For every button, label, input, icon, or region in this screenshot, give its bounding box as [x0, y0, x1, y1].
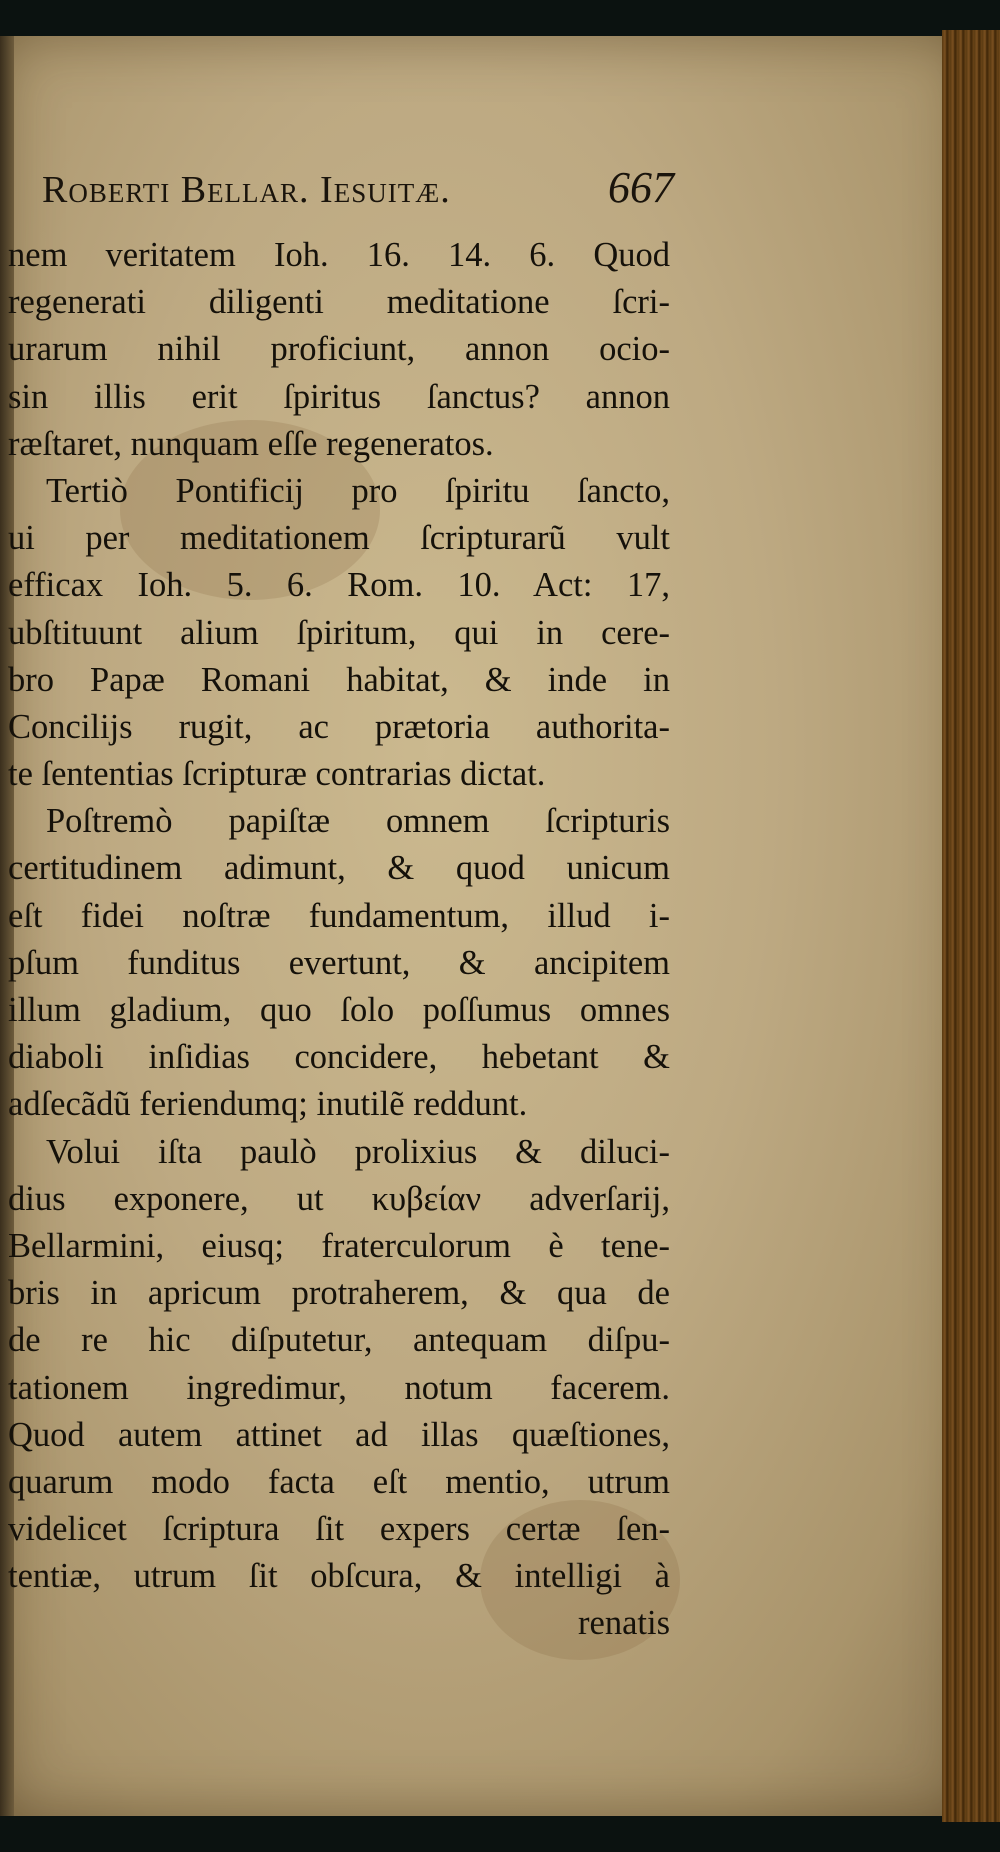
text-line: Quod autem attinet ad illas quæſtiones, — [8, 1415, 670, 1454]
text-line: bris in apricum protraherem, & qua de — [8, 1274, 670, 1313]
text-line: urarum nihil proficiunt, annon ocio- — [8, 330, 670, 369]
text-line: eſt fidei noſtræ fundamentum, illud i- — [8, 896, 670, 935]
text-line: Concilijs rugit, ac prætoria authorita- — [8, 707, 670, 746]
running-head-title: Roberti Bellar. Iesuitæ. — [42, 169, 451, 211]
text-line: pſum funditus evertunt, & ancipitem — [8, 943, 670, 982]
text-line: regenerati diligenti meditatione ſcri- — [8, 283, 670, 322]
text-line: ui per meditationem ſcripturarũ vult — [8, 519, 670, 558]
text-line: videlicet ſcriptura ſit expers certæ ſen- — [8, 1510, 670, 1549]
page-number: 667 — [608, 163, 674, 212]
text-line: tationem ingredimur, notum facerem. — [8, 1368, 670, 1407]
text-line: quarum modo facta eſt mentio, utrum — [8, 1462, 670, 1501]
text-line: illum gladium, quo ſolo poſſumus omnes — [8, 991, 670, 1029]
text-line: Tertiò Pontificij pro ſpiritu ſancto, — [46, 471, 670, 510]
body-text — [8, 232, 670, 1648]
text-line: Bellarmini, eiusq; fraterculorum è tene- — [8, 1226, 670, 1265]
running-header — [42, 162, 674, 222]
text-line: certitudinem adimunt, & quod unicum — [8, 849, 670, 888]
page-block-edge — [942, 30, 1000, 1822]
text-line: dius exponere, ut κυβείαν adverſarij, — [8, 1179, 670, 1218]
text-line: ræſtaret, nunquam eſſe regeneratos. — [8, 424, 494, 463]
text-line: diaboli inſidias concidere, hebetant & — [8, 1038, 670, 1077]
text-line: Poſtremò papiſtæ omnem ſcripturis — [46, 802, 670, 841]
text-line: nem veritatem Ioh. 16. 14. 6. Quod — [8, 236, 670, 274]
text-line: tentiæ, utrum ſit obſcura, & intelligi à — [8, 1557, 670, 1596]
text-line: ubſtituunt alium ſpiritum, qui in cere- — [8, 613, 670, 652]
text-line: de re hic diſputetur, antequam diſpu- — [8, 1321, 670, 1360]
catchword: renatis — [578, 1604, 670, 1643]
text-line: te ſententias ſcripturæ contrarias dictat. — [8, 755, 546, 794]
text-line: bro Papæ Romani habitat, & inde in — [8, 660, 670, 699]
text-line: sin illis erit ſpiritus ſanctus? annon — [8, 377, 670, 416]
text-line: adſecãdũ feriendumq; inutilẽ reddunt. — [8, 1085, 528, 1124]
text-line: Volui iſta paulò prolixius & diluci- — [46, 1132, 670, 1171]
text-line: efficax Ioh. 5. 6. Rom. 10. Act: 17, — [8, 566, 670, 605]
